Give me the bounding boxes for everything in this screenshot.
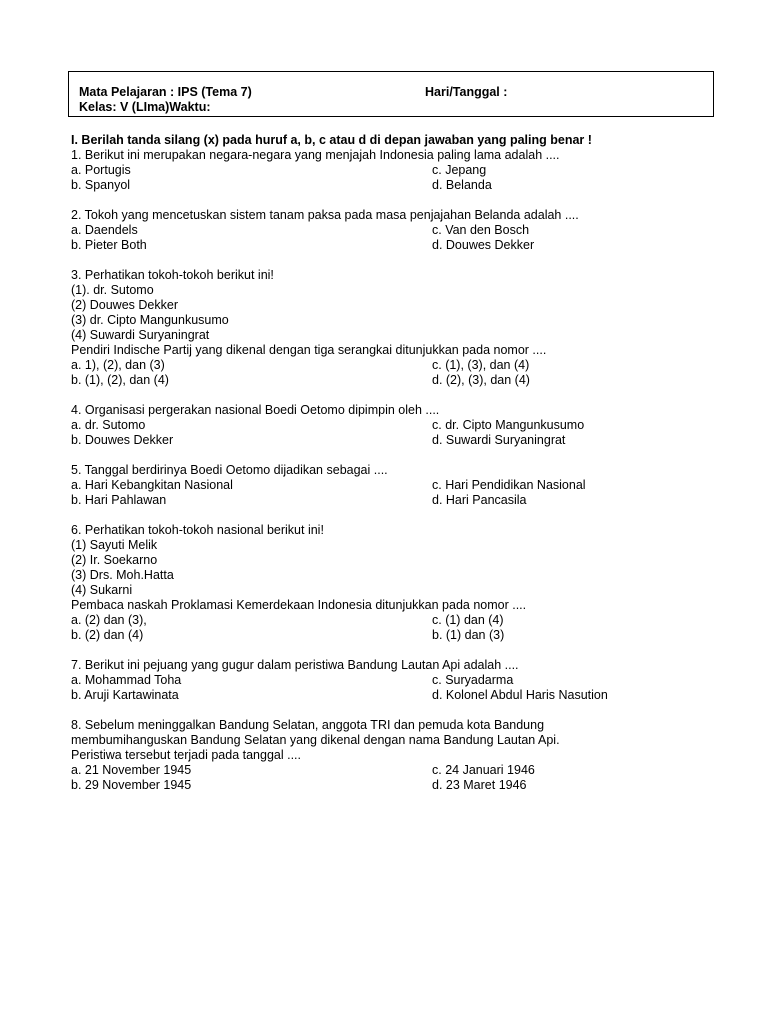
answer-option: b. (1) dan (3) bbox=[432, 628, 505, 642]
answer-option: a. Hari Kebangkitan Nasional bbox=[71, 478, 233, 492]
option-row bbox=[71, 238, 711, 253]
question-text: 6. Perhatikan tokoh-tokoh nasional berikut ini! bbox=[71, 523, 324, 537]
option-row bbox=[71, 613, 711, 628]
answer-option: c. 24 Januari 1946 bbox=[432, 763, 535, 777]
question-4 bbox=[71, 403, 711, 448]
option-row bbox=[71, 418, 711, 433]
option-row bbox=[71, 373, 711, 388]
instruction-text: I. Berilah tanda silang (x) pada huruf a, b, c atau d di depan jawaban yang paling benar ! bbox=[71, 133, 592, 147]
question-sheet bbox=[71, 133, 711, 808]
option-row bbox=[71, 628, 711, 643]
answer-option: a. Daendels bbox=[71, 223, 138, 237]
answer-option: d. 23 Maret 1946 bbox=[432, 778, 527, 792]
answer-option: c. (1) dan (4) bbox=[432, 613, 504, 627]
question-line: Pendiri Indische Partij yang dikenal dengan tiga serangkai ditunjukkan pada nomor .... bbox=[71, 343, 547, 357]
question-text: 4. Organisasi pergerakan nasional Boedi Oetomo dipimpin oleh .... bbox=[71, 403, 440, 417]
option-row bbox=[71, 223, 711, 238]
question-2 bbox=[71, 208, 711, 253]
question-line: (1). dr. Sutomo bbox=[71, 283, 154, 297]
answer-option: a. Mohammad Toha bbox=[71, 673, 182, 687]
subject-label: Mata Pelajaran : IPS (Tema 7) bbox=[79, 85, 252, 99]
question-list bbox=[71, 148, 711, 793]
answer-option: b. Spanyol bbox=[71, 178, 131, 192]
answer-option: d. Douwes Dekker bbox=[432, 238, 535, 252]
question-text: 8. Sebelum meninggalkan Bandung Selatan, anggota TRI dan pemuda kota Bandung bbox=[71, 718, 545, 732]
question-line: Pembaca naskah Proklamasi Kemerdekaan Indonesia ditunjukkan pada nomor .... bbox=[71, 598, 527, 612]
question-line: (4) Sukarni bbox=[71, 583, 133, 597]
question-5 bbox=[71, 463, 711, 508]
question-line: Peristiwa tersebut terjadi pada tanggal .... bbox=[71, 748, 301, 762]
answer-option: b. Douwes Dekker bbox=[71, 433, 174, 447]
question-line: (2) Douwes Dekker bbox=[71, 298, 178, 312]
question-line: (3) Drs. Moh.Hatta bbox=[71, 568, 174, 582]
option-row bbox=[71, 673, 711, 688]
answer-option: b. (2) dan (4) bbox=[71, 628, 144, 642]
answer-option: c. dr. Cipto Mangunkusumo bbox=[432, 418, 585, 432]
header-box bbox=[68, 71, 714, 117]
answer-option: c. Suryadarma bbox=[432, 673, 514, 687]
answer-option: c. Hari Pendidikan Nasional bbox=[432, 478, 586, 492]
question-3 bbox=[71, 268, 711, 388]
answer-option: b. 29 November 1945 bbox=[71, 778, 192, 792]
day-date-label: Hari/Tanggal : bbox=[425, 85, 508, 99]
option-row bbox=[71, 778, 711, 793]
question-line: (3) dr. Cipto Mangunkusumo bbox=[71, 313, 229, 327]
answer-option: c. Jepang bbox=[432, 163, 487, 177]
option-row bbox=[71, 478, 711, 493]
answer-option: d. Suwardi Suryaningrat bbox=[432, 433, 566, 447]
option-row bbox=[71, 178, 711, 193]
question-1 bbox=[71, 148, 711, 193]
answer-option: b. Hari Pahlawan bbox=[71, 493, 167, 507]
question-line: membumihanguskan Bandung Selatan yang dikenal dengan nama Bandung Lautan Api. bbox=[71, 733, 560, 747]
option-row bbox=[71, 763, 711, 778]
answer-option: b. (1), (2), dan (4) bbox=[71, 373, 169, 387]
answer-option: d. Belanda bbox=[432, 178, 492, 192]
answer-option: a. (2) dan (3), bbox=[71, 613, 147, 627]
answer-option: a. dr. Sutomo bbox=[71, 418, 146, 432]
question-text: 7. Berikut ini pejuang yang gugur dalam peristiwa Bandung Lautan Api adalah .... bbox=[71, 658, 519, 672]
answer-option: b. Aruji Kartawinata bbox=[71, 688, 179, 702]
option-row bbox=[71, 163, 711, 178]
question-8 bbox=[71, 718, 711, 793]
option-row bbox=[71, 493, 711, 508]
answer-option: d. Kolonel Abdul Haris Nasution bbox=[432, 688, 608, 702]
question-text: 1. Berikut ini merupakan negara-negara yang menjajah Indonesia paling lama adalah .... bbox=[71, 148, 560, 162]
question-text: 5. Tanggal berdirinya Boedi Oetomo dijadikan sebagai .... bbox=[71, 463, 388, 477]
question-7 bbox=[71, 658, 711, 703]
answer-option: c. (1), (3), dan (4) bbox=[432, 358, 530, 372]
answer-option: d. Hari Pancasila bbox=[432, 493, 527, 507]
question-line: (1) Sayuti Melik bbox=[71, 538, 158, 552]
option-row bbox=[71, 688, 711, 703]
question-6 bbox=[71, 523, 711, 643]
question-text: 2. Tokoh yang mencetuskan sistem tanam paksa pada masa penjajahan Belanda adalah .... bbox=[71, 208, 579, 222]
answer-option: d. (2), (3), dan (4) bbox=[432, 373, 530, 387]
question-text: 3. Perhatikan tokoh-tokoh berikut ini! bbox=[71, 268, 274, 282]
class-time-label: Kelas: V (LIma)Waktu: bbox=[79, 100, 211, 114]
question-line: (2) Ir. Soekarno bbox=[71, 553, 158, 567]
answer-option: c. Van den Bosch bbox=[432, 223, 530, 237]
answer-option: b. Pieter Both bbox=[71, 238, 147, 252]
option-row bbox=[71, 433, 711, 448]
answer-option: a. 21 November 1945 bbox=[71, 763, 192, 777]
answer-option: a. Portugis bbox=[71, 163, 131, 177]
question-line: (4) Suwardi Suryaningrat bbox=[71, 328, 210, 342]
option-row bbox=[71, 358, 711, 373]
answer-option: a. 1), (2), dan (3) bbox=[71, 358, 165, 372]
